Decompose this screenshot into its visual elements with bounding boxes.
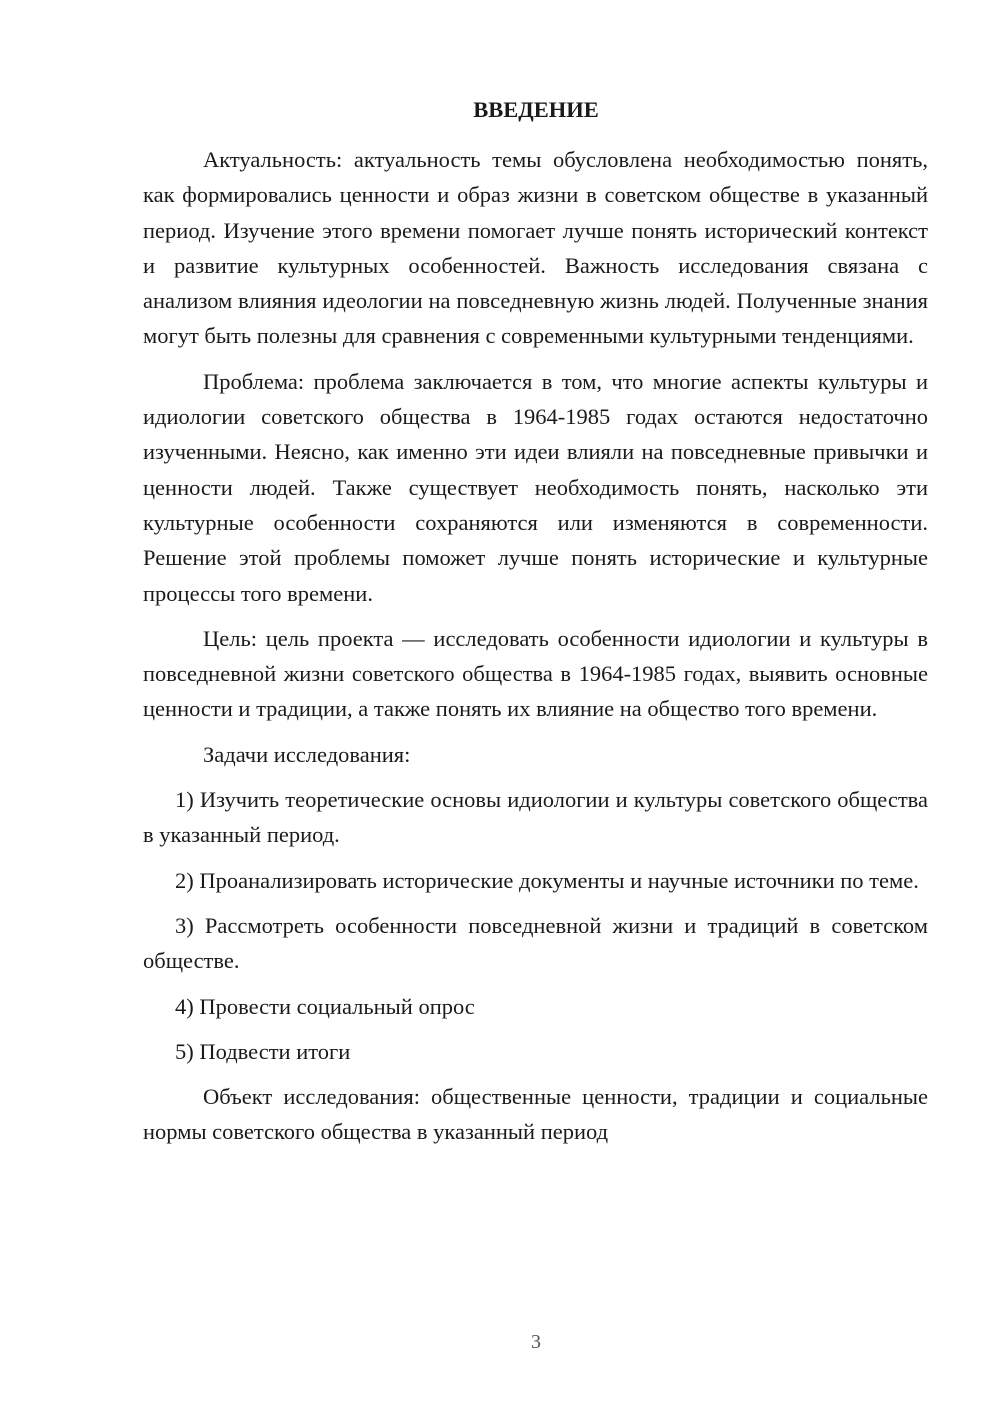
body-text — [143, 142, 928, 1150]
paragraph-tasks-heading: Задачи исследования: — [203, 741, 411, 767]
paragraph-relevance: Актуальность: актуальность темы обусловлена необходимостью понять, как формировались ценности и образ жизни в советском обществе в указанный период. Изучение этого времени помогает лучше понять исторический контекст и развитие культурных особенностей. Важность исследования связана с анализом влияния идеологии на повседневную жизнь людей. Полученные знания могут быть полезны для сравнения с современными культурными тенденциями. — [143, 147, 928, 349]
page-number: 3 — [531, 1331, 541, 1353]
task-item-1: 1) Изучить теоретические основы идиологии и культуры советского общества в указанный период. — [143, 787, 928, 848]
paragraph-goal: Цель: цель проекта — исследовать особенности идиологии и культуры в повседневной жизни советского общества в 1964-1985 годах, выявить основные ценности и традиции, а также понять их влияние на общество того времени. — [143, 625, 928, 722]
task-item-3: 3) Рассмотреть особенности повседневной жизни и традиций в советском обществе. — [143, 912, 928, 974]
task-item-2: 2) Проанализировать исторические документы и научные источники по теме. — [175, 867, 919, 893]
section-heading: ВВЕДЕНИЕ — [473, 97, 599, 122]
paragraph-problem: Проблема: проблема заключается в том, что многие аспекты культуры и идиологии советского общества в 1964-1985 годах остаются недостаточно изученными. Неясно, как именно эти идеи влияли на повседневные привычки и ценности людей. Также существует необходимость понять, насколько эти культурные особенности сохраняются или изменяются в современности. Решение этой проблемы поможет лучше понять исторические и культурные процессы того времени. — [143, 368, 928, 606]
task-item-5: 5) Подвести итоги — [175, 1038, 351, 1064]
task-item-4: 4) Провести социальный опрос — [175, 993, 475, 1019]
paragraph-object: Объект исследования: общественные ценности, традиции и социальные нормы советского общества в указанный период — [143, 1084, 928, 1145]
